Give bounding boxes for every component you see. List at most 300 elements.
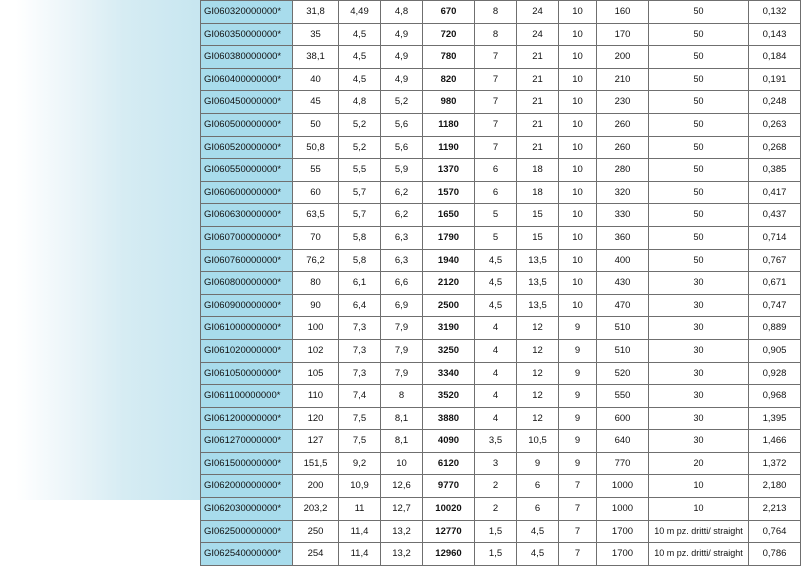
cell-packaging: 10 m pz. dritti/ straight [649, 520, 749, 543]
cell-d3: 7,9 [381, 339, 423, 362]
table-row [201, 362, 801, 385]
cell-d1: 100 [293, 317, 339, 340]
cell-d3: 8,1 [381, 407, 423, 430]
cell-load: 2500 [423, 294, 475, 317]
cell-d1: 50,8 [293, 136, 339, 159]
cell-weight: 0,191 [749, 68, 801, 91]
table-row [201, 249, 801, 272]
table-row [201, 339, 801, 362]
cell-b: 12 [517, 407, 559, 430]
cell-code: GI062030000000* [201, 498, 293, 521]
cell-d1: 254 [293, 543, 339, 566]
cell-weight: 0,764 [749, 520, 801, 543]
cell-d3: 13,2 [381, 520, 423, 543]
cell-c: 10 [559, 136, 597, 159]
cell-e: 520 [597, 362, 649, 385]
table-row [201, 68, 801, 91]
cell-load: 2120 [423, 272, 475, 295]
cell-weight: 2,213 [749, 498, 801, 521]
cell-load: 1570 [423, 181, 475, 204]
cell-load: 780 [423, 46, 475, 69]
cell-load: 820 [423, 68, 475, 91]
cell-code: GI060350000000* [201, 23, 293, 46]
cell-c: 10 [559, 159, 597, 182]
table-row [201, 159, 801, 182]
cell-a: 4 [475, 385, 517, 408]
cell-e: 170 [597, 23, 649, 46]
cell-a: 4,5 [475, 249, 517, 272]
cell-d3: 4,9 [381, 46, 423, 69]
cell-b: 13,5 [517, 294, 559, 317]
cell-code: GI061100000000* [201, 385, 293, 408]
cell-load: 4090 [423, 430, 475, 453]
cell-weight: 0,385 [749, 159, 801, 182]
table-row [201, 385, 801, 408]
cell-code: GI060760000000* [201, 249, 293, 272]
cell-packaging: 20 [649, 452, 749, 475]
cell-packaging: 50 [649, 249, 749, 272]
cell-packaging: 30 [649, 430, 749, 453]
cell-weight: 0,928 [749, 362, 801, 385]
cell-code: GI060630000000* [201, 204, 293, 227]
cell-e: 260 [597, 136, 649, 159]
table-row [201, 294, 801, 317]
cell-c: 10 [559, 294, 597, 317]
cell-b: 21 [517, 46, 559, 69]
cell-code: GI061000000000* [201, 317, 293, 340]
cell-e: 640 [597, 430, 649, 453]
cell-e: 470 [597, 294, 649, 317]
cell-code: GI062500000000* [201, 520, 293, 543]
cell-load: 3340 [423, 362, 475, 385]
cell-packaging: 30 [649, 362, 749, 385]
cell-a: 7 [475, 136, 517, 159]
cell-load: 12960 [423, 543, 475, 566]
cell-weight: 0,786 [749, 543, 801, 566]
cell-packaging: 50 [649, 159, 749, 182]
table-row [201, 46, 801, 69]
cell-load: 670 [423, 1, 475, 24]
cell-e: 600 [597, 407, 649, 430]
cell-d1: 38,1 [293, 46, 339, 69]
cell-load: 3520 [423, 385, 475, 408]
cell-d3: 4,9 [381, 68, 423, 91]
cell-c: 9 [559, 339, 597, 362]
cell-d1: 31,8 [293, 1, 339, 24]
cell-d3: 7,9 [381, 317, 423, 340]
cell-a: 1,5 [475, 520, 517, 543]
cell-b: 21 [517, 136, 559, 159]
cell-c: 9 [559, 385, 597, 408]
cell-a: 5 [475, 204, 517, 227]
cell-d2: 7,5 [339, 430, 381, 453]
cell-d2: 5,7 [339, 181, 381, 204]
cell-d1: 105 [293, 362, 339, 385]
cell-b: 21 [517, 68, 559, 91]
cell-weight: 0,437 [749, 204, 801, 227]
cell-d3: 13,2 [381, 543, 423, 566]
cell-e: 360 [597, 226, 649, 249]
cell-e: 260 [597, 113, 649, 136]
cell-d2: 5,8 [339, 249, 381, 272]
cell-weight: 2,180 [749, 475, 801, 498]
cell-code: GI060520000000* [201, 136, 293, 159]
cell-packaging: 50 [649, 113, 749, 136]
cell-d1: 200 [293, 475, 339, 498]
table-row [201, 452, 801, 475]
cell-weight: 0,905 [749, 339, 801, 362]
cell-load: 1370 [423, 159, 475, 182]
cell-packaging: 50 [649, 46, 749, 69]
cell-packaging: 50 [649, 136, 749, 159]
cell-code: GI060400000000* [201, 68, 293, 91]
cell-d1: 76,2 [293, 249, 339, 272]
cell-d2: 11,4 [339, 520, 381, 543]
cell-b: 10,5 [517, 430, 559, 453]
cell-code: GI060380000000* [201, 46, 293, 69]
cell-packaging: 50 [649, 204, 749, 227]
cell-code: GI060600000000* [201, 181, 293, 204]
cell-code: GI060320000000* [201, 1, 293, 24]
cell-a: 4 [475, 362, 517, 385]
cell-e: 230 [597, 91, 649, 114]
cell-weight: 1,372 [749, 452, 801, 475]
cell-c: 10 [559, 272, 597, 295]
cell-c: 9 [559, 407, 597, 430]
table-row [201, 226, 801, 249]
cell-d3: 5,6 [381, 136, 423, 159]
cell-packaging: 30 [649, 272, 749, 295]
cell-d3: 10 [381, 452, 423, 475]
cell-b: 6 [517, 498, 559, 521]
cell-c: 10 [559, 181, 597, 204]
cell-a: 5 [475, 226, 517, 249]
cell-d2: 5,7 [339, 204, 381, 227]
cell-load: 980 [423, 91, 475, 114]
cell-a: 3 [475, 452, 517, 475]
cell-load: 3250 [423, 339, 475, 362]
cell-c: 10 [559, 46, 597, 69]
cell-code: GI061050000000* [201, 362, 293, 385]
cell-code: GI060450000000* [201, 91, 293, 114]
cell-load: 9770 [423, 475, 475, 498]
table-row [201, 1, 801, 24]
cell-load: 1180 [423, 113, 475, 136]
cell-d2: 4,49 [339, 1, 381, 24]
cell-c: 10 [559, 226, 597, 249]
cell-load: 3880 [423, 407, 475, 430]
cell-d2: 11,4 [339, 543, 381, 566]
cell-b: 12 [517, 317, 559, 340]
cell-d2: 10,9 [339, 475, 381, 498]
cell-d1: 50 [293, 113, 339, 136]
cell-a: 7 [475, 113, 517, 136]
cell-e: 1000 [597, 498, 649, 521]
cell-d3: 6,6 [381, 272, 423, 295]
cell-d1: 70 [293, 226, 339, 249]
cell-e: 430 [597, 272, 649, 295]
cell-d3: 8,1 [381, 430, 423, 453]
cell-a: 4,5 [475, 272, 517, 295]
cell-d2: 7,3 [339, 317, 381, 340]
cell-weight: 0,671 [749, 272, 801, 295]
table-row [201, 520, 801, 543]
cell-e: 1700 [597, 543, 649, 566]
cell-d2: 4,5 [339, 46, 381, 69]
cell-packaging: 50 [649, 23, 749, 46]
cell-d1: 40 [293, 68, 339, 91]
cell-b: 15 [517, 204, 559, 227]
cell-d2: 6,4 [339, 294, 381, 317]
cell-code: GI061020000000* [201, 339, 293, 362]
table-body [201, 1, 801, 566]
cell-weight: 0,747 [749, 294, 801, 317]
table-row [201, 181, 801, 204]
cell-weight: 0,417 [749, 181, 801, 204]
cell-packaging: 50 [649, 226, 749, 249]
cell-d1: 60 [293, 181, 339, 204]
cell-a: 4,5 [475, 294, 517, 317]
cell-e: 550 [597, 385, 649, 408]
cell-code: GI060550000000* [201, 159, 293, 182]
cell-e: 330 [597, 204, 649, 227]
cell-d1: 250 [293, 520, 339, 543]
cell-load: 6120 [423, 452, 475, 475]
cell-d3: 6,9 [381, 294, 423, 317]
cell-c: 7 [559, 520, 597, 543]
cell-code: GI061500000000* [201, 452, 293, 475]
table-row [201, 430, 801, 453]
cell-packaging: 50 [649, 1, 749, 24]
cell-b: 12 [517, 339, 559, 362]
cell-d3: 4,9 [381, 23, 423, 46]
cell-weight: 0,143 [749, 23, 801, 46]
table-row [201, 272, 801, 295]
cell-e: 400 [597, 249, 649, 272]
table-row [201, 136, 801, 159]
cell-e: 1000 [597, 475, 649, 498]
cell-c: 10 [559, 68, 597, 91]
cell-weight: 1,395 [749, 407, 801, 430]
cell-d1: 80 [293, 272, 339, 295]
cell-d2: 7,5 [339, 407, 381, 430]
cell-weight: 0,268 [749, 136, 801, 159]
cell-d3: 6,3 [381, 226, 423, 249]
cell-code: GI060900000000* [201, 294, 293, 317]
cell-weight: 1,466 [749, 430, 801, 453]
cell-a: 8 [475, 23, 517, 46]
cell-d2: 7,3 [339, 362, 381, 385]
cell-c: 7 [559, 475, 597, 498]
cell-c: 10 [559, 204, 597, 227]
table-row [201, 204, 801, 227]
cell-a: 8 [475, 1, 517, 24]
cell-d3: 5,2 [381, 91, 423, 114]
cell-d1: 151,5 [293, 452, 339, 475]
cell-d2: 6,1 [339, 272, 381, 295]
cell-d2: 5,8 [339, 226, 381, 249]
cell-d3: 5,6 [381, 113, 423, 136]
specification-table [200, 0, 801, 566]
cell-c: 10 [559, 23, 597, 46]
cell-packaging: 30 [649, 294, 749, 317]
cell-a: 1,5 [475, 543, 517, 566]
cell-weight: 0,767 [749, 249, 801, 272]
table-row [201, 317, 801, 340]
cell-packaging: 10 [649, 475, 749, 498]
cell-d1: 55 [293, 159, 339, 182]
cell-d1: 127 [293, 430, 339, 453]
cell-b: 24 [517, 1, 559, 24]
cell-c: 7 [559, 543, 597, 566]
cell-d2: 11 [339, 498, 381, 521]
cell-d3: 12,6 [381, 475, 423, 498]
cell-b: 9 [517, 452, 559, 475]
cell-packaging: 10 m pz. dritti/ straight [649, 543, 749, 566]
cell-d1: 203,2 [293, 498, 339, 521]
cell-load: 1650 [423, 204, 475, 227]
cell-c: 10 [559, 113, 597, 136]
cell-c: 9 [559, 430, 597, 453]
cell-e: 210 [597, 68, 649, 91]
cell-packaging: 30 [649, 407, 749, 430]
cell-b: 21 [517, 91, 559, 114]
cell-packaging: 50 [649, 68, 749, 91]
specification-table-container [200, 0, 800, 560]
cell-b: 13,5 [517, 272, 559, 295]
cell-b: 15 [517, 226, 559, 249]
table-row [201, 543, 801, 566]
cell-d2: 4,5 [339, 23, 381, 46]
cell-code: GI060800000000* [201, 272, 293, 295]
cell-code: GI060700000000* [201, 226, 293, 249]
cell-a: 4 [475, 317, 517, 340]
cell-d1: 35 [293, 23, 339, 46]
cell-a: 4 [475, 339, 517, 362]
cell-d2: 4,5 [339, 68, 381, 91]
cell-load: 1190 [423, 136, 475, 159]
cell-d2: 4,8 [339, 91, 381, 114]
cell-d1: 102 [293, 339, 339, 362]
cell-a: 6 [475, 181, 517, 204]
cell-e: 200 [597, 46, 649, 69]
cell-b: 4,5 [517, 543, 559, 566]
table-row [201, 407, 801, 430]
cell-a: 7 [475, 46, 517, 69]
cell-b: 12 [517, 362, 559, 385]
cell-code: GI061200000000* [201, 407, 293, 430]
cell-d3: 6,2 [381, 181, 423, 204]
cell-d1: 120 [293, 407, 339, 430]
cell-e: 160 [597, 1, 649, 24]
cell-weight: 0,889 [749, 317, 801, 340]
cell-c: 10 [559, 91, 597, 114]
cell-e: 510 [597, 339, 649, 362]
cell-load: 720 [423, 23, 475, 46]
cell-d3: 12,7 [381, 498, 423, 521]
cell-d2: 5,2 [339, 136, 381, 159]
table-row [201, 113, 801, 136]
cell-weight: 0,132 [749, 1, 801, 24]
table-row [201, 91, 801, 114]
cell-e: 510 [597, 317, 649, 340]
cell-d3: 7,9 [381, 362, 423, 385]
cell-code: GI062000000000* [201, 475, 293, 498]
cell-c: 7 [559, 498, 597, 521]
cell-d1: 63,5 [293, 204, 339, 227]
cell-d3: 5,9 [381, 159, 423, 182]
cell-a: 6 [475, 159, 517, 182]
cell-weight: 0,248 [749, 91, 801, 114]
cell-packaging: 30 [649, 385, 749, 408]
cell-load: 1940 [423, 249, 475, 272]
cell-a: 3,5 [475, 430, 517, 453]
cell-packaging: 30 [649, 317, 749, 340]
cell-d2: 9,2 [339, 452, 381, 475]
left-gradient-band [0, 0, 200, 500]
cell-e: 280 [597, 159, 649, 182]
cell-d2: 7,3 [339, 339, 381, 362]
cell-d1: 110 [293, 385, 339, 408]
cell-b: 24 [517, 23, 559, 46]
cell-c: 10 [559, 1, 597, 24]
cell-d1: 45 [293, 91, 339, 114]
table-row [201, 23, 801, 46]
cell-d3: 6,2 [381, 204, 423, 227]
cell-d3: 6,3 [381, 249, 423, 272]
cell-e: 770 [597, 452, 649, 475]
cell-a: 7 [475, 68, 517, 91]
cell-d3: 8 [381, 385, 423, 408]
cell-weight: 0,263 [749, 113, 801, 136]
cell-code: GI060500000000* [201, 113, 293, 136]
cell-a: 7 [475, 91, 517, 114]
cell-code: GI062540000000* [201, 543, 293, 566]
cell-a: 2 [475, 475, 517, 498]
cell-load: 3190 [423, 317, 475, 340]
cell-load: 10020 [423, 498, 475, 521]
cell-c: 10 [559, 249, 597, 272]
cell-packaging: 50 [649, 181, 749, 204]
table-row [201, 498, 801, 521]
cell-weight: 0,714 [749, 226, 801, 249]
cell-weight: 0,184 [749, 46, 801, 69]
cell-packaging: 10 [649, 498, 749, 521]
cell-load: 12770 [423, 520, 475, 543]
cell-c: 9 [559, 452, 597, 475]
cell-load: 1790 [423, 226, 475, 249]
cell-weight: 0,968 [749, 385, 801, 408]
cell-d2: 7,4 [339, 385, 381, 408]
cell-c: 9 [559, 362, 597, 385]
cell-packaging: 50 [649, 91, 749, 114]
cell-packaging: 30 [649, 339, 749, 362]
cell-e: 320 [597, 181, 649, 204]
cell-b: 13,5 [517, 249, 559, 272]
cell-a: 4 [475, 407, 517, 430]
cell-d1: 90 [293, 294, 339, 317]
table-row [201, 475, 801, 498]
cell-d3: 4,8 [381, 1, 423, 24]
cell-d2: 5,5 [339, 159, 381, 182]
cell-b: 6 [517, 475, 559, 498]
cell-b: 4,5 [517, 520, 559, 543]
cell-code: GI061270000000* [201, 430, 293, 453]
cell-b: 12 [517, 385, 559, 408]
cell-a: 2 [475, 498, 517, 521]
cell-d2: 5,2 [339, 113, 381, 136]
cell-c: 9 [559, 317, 597, 340]
